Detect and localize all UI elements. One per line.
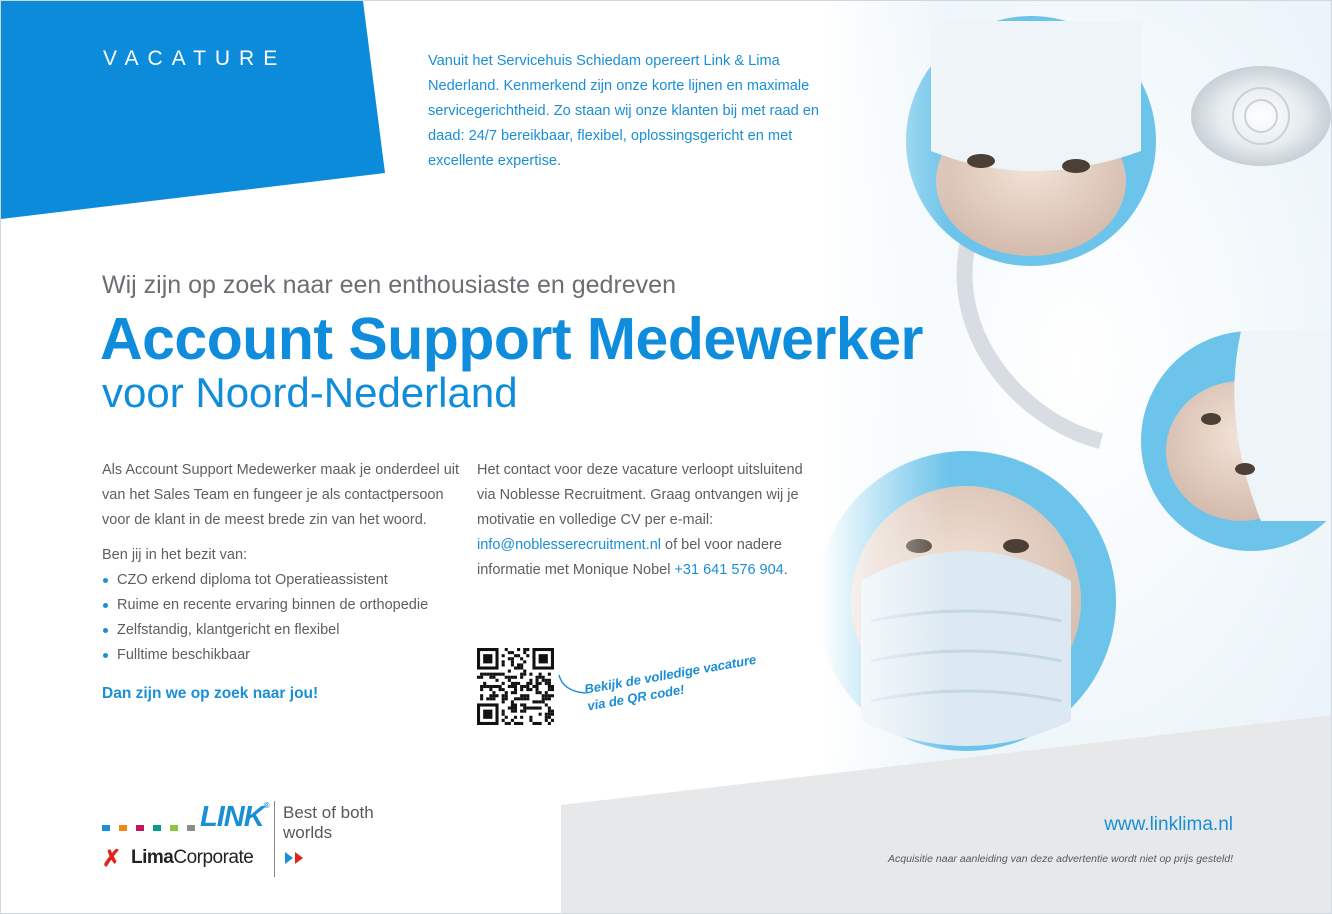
qr-caption: Bekijk de volledige vacature via de QR code! [583, 651, 758, 714]
job-subhead: Wij zijn op zoek naar een enthousiaste en gedreven [102, 271, 676, 299]
logo-divider [274, 801, 275, 877]
requirement-item: Fulltime beschikbaar [102, 643, 462, 668]
contact-text: Het contact voor deze vacature verloopt uitsluitend via Noblesse Recruitment. Graag ontvangen wij je motivatie en volledige CV per e-mail: [477, 462, 803, 528]
qr-code-icon[interactable] [477, 648, 554, 725]
disclaimer: Acquisitie naar aanleiding van deze advertentie wordt niet op prijs gesteld! [888, 853, 1233, 865]
blue-corner-shape [1, 1, 385, 219]
job-description [102, 458, 462, 706]
requirement-item: Zelfstandig, klantgericht en flexibel [102, 618, 462, 643]
contact-text-3: . [783, 562, 788, 578]
qr-caption-curve [557, 673, 587, 697]
requirements-list [102, 568, 462, 668]
link-logo: LINK® [200, 801, 269, 833]
lima-corporate-logo: LimaCorporate [131, 847, 254, 868]
requirements-intro: Ben jij in het bezit van: [102, 547, 248, 563]
job-region: voor Noord-Nederland [102, 369, 518, 416]
job-title: Account Support Medewerker [100, 306, 923, 372]
contact-text-2: of bel voor nadere informatie met Monique Nobel [477, 537, 782, 578]
contact-info [477, 458, 817, 583]
tagline: Best of both worlds [283, 803, 374, 842]
lima-x-icon: ✗ [102, 845, 122, 871]
vacature-label: VACATURE [103, 47, 287, 70]
requirement-item: CZO erkend diploma tot Operatieassistent [102, 568, 462, 593]
contact-phone-link[interactable]: +31 641 576 904 [674, 562, 784, 578]
website-link[interactable]: www.linklima.nl [1104, 814, 1233, 835]
link-logo-dots [102, 825, 195, 831]
surgeons-photo [821, 1, 1332, 801]
description-paragraph: Als Account Support Medewerker maak je onderdeel uit van het Sales Team en fungeer je als contactpersoon voor de klant in de meest brede zin van het woord. [102, 462, 460, 528]
double-arrow-icon [285, 852, 305, 864]
contact-email-link[interactable]: info@noblesserecruitment.nl [477, 537, 661, 553]
requirement-item: Ruime en recente ervaring binnen de orthopedie [102, 593, 462, 618]
company-intro: Vanuit het Servicehuis Schiedam opereert Link & Lima Nederland. Kenmerkend zijn onze korte lijnen en maximale servicegerichtheid. Zo staan wij onze klanten bij met raad en daad: 24/7 bereikbaar, flexibel, oplossingsgericht en met excellente expertise. [428, 53, 819, 169]
call-to-action: Dan zijn we op zoek naar jou! [102, 685, 319, 702]
